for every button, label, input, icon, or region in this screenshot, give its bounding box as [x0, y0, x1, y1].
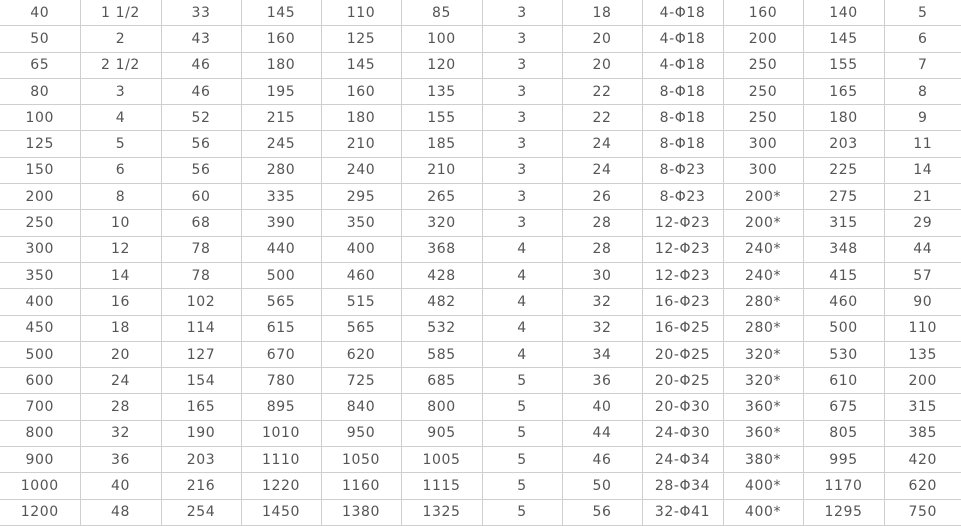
table-cell: 200	[884, 368, 961, 394]
table-cell: 1050	[321, 447, 401, 473]
table-cell: 400*	[723, 473, 803, 499]
table-cell: 265	[401, 184, 482, 210]
table-cell: 1450	[241, 499, 321, 525]
table-cell: 44	[562, 420, 642, 446]
table-cell: 368	[401, 236, 482, 262]
table-cell: 36	[562, 368, 642, 394]
table-cell: 225	[803, 157, 884, 183]
table-cell: 24-Φ34	[642, 447, 723, 473]
table-cell: 620	[321, 341, 401, 367]
table-cell: 22	[562, 78, 642, 104]
table-cell: 16-Φ25	[642, 315, 723, 341]
table-row	[0, 236, 961, 262]
table-cell: 200	[0, 184, 80, 210]
table-cell: 3	[482, 157, 562, 183]
table-cell: 240	[321, 157, 401, 183]
table-row	[0, 78, 961, 104]
table-cell: 1115	[401, 473, 482, 499]
table-cell: 125	[321, 26, 401, 52]
table-cell: 615	[241, 315, 321, 341]
table-cell: 4-Φ18	[642, 52, 723, 78]
table-cell: 895	[241, 394, 321, 420]
table-cell: 26	[562, 184, 642, 210]
table-cell: 280*	[723, 289, 803, 315]
table-row	[0, 131, 961, 157]
table-cell: 11	[884, 131, 961, 157]
table-cell: 8-Φ18	[642, 78, 723, 104]
table-cell: 750	[884, 499, 961, 525]
table-cell: 215	[241, 105, 321, 131]
table-cell: 300	[0, 236, 80, 262]
table-cell: 7	[884, 52, 961, 78]
table-cell: 5	[482, 420, 562, 446]
table-cell: 482	[401, 289, 482, 315]
table-cell: 350	[321, 210, 401, 236]
table-cell: 3	[482, 210, 562, 236]
table-cell: 44	[884, 236, 961, 262]
table-cell: 20-Φ25	[642, 368, 723, 394]
table-cell: 190	[161, 420, 241, 446]
table-cell: 165	[161, 394, 241, 420]
table-row	[0, 52, 961, 78]
table-cell: 5	[482, 368, 562, 394]
table-cell: 1110	[241, 447, 321, 473]
table-cell: 530	[803, 341, 884, 367]
table-cell: 50	[562, 473, 642, 499]
table-row	[0, 157, 961, 183]
table-cell: 18	[562, 0, 642, 26]
table-cell: 5	[80, 131, 161, 157]
table-cell: 155	[401, 105, 482, 131]
table-cell: 48	[80, 499, 161, 525]
table-cell: 110	[321, 0, 401, 26]
table-cell: 4	[482, 236, 562, 262]
table-cell: 28-Φ34	[642, 473, 723, 499]
table-cell: 120	[401, 52, 482, 78]
table-row	[0, 315, 961, 341]
table-row	[0, 262, 961, 288]
table-cell: 250	[0, 210, 80, 236]
table-cell: 203	[161, 447, 241, 473]
table-row	[0, 210, 961, 236]
table-cell: 5	[884, 0, 961, 26]
table-cell: 160	[723, 0, 803, 26]
table-cell: 1010	[241, 420, 321, 446]
table-cell: 78	[161, 236, 241, 262]
table-cell: 46	[161, 78, 241, 104]
table-cell: 565	[241, 289, 321, 315]
table-cell: 800	[401, 394, 482, 420]
table-cell: 320	[401, 210, 482, 236]
table-row	[0, 105, 961, 131]
table-cell: 670	[241, 341, 321, 367]
table-cell: 4	[482, 315, 562, 341]
table-cell: 1325	[401, 499, 482, 525]
table-cell: 135	[884, 341, 961, 367]
table-row	[0, 499, 961, 525]
table-cell: 20-Φ25	[642, 341, 723, 367]
table-cell: 532	[401, 315, 482, 341]
table-cell: 995	[803, 447, 884, 473]
table-cell: 360*	[723, 420, 803, 446]
table-cell: 50	[0, 26, 80, 52]
table-cell: 102	[161, 289, 241, 315]
table-cell: 1000	[0, 473, 80, 499]
table-cell: 46	[562, 447, 642, 473]
table-cell: 515	[321, 289, 401, 315]
table-cell: 348	[803, 236, 884, 262]
table-cell: 145	[803, 26, 884, 52]
table-cell: 565	[321, 315, 401, 341]
table-cell: 22	[562, 105, 642, 131]
table-cell: 90	[884, 289, 961, 315]
table-cell: 180	[241, 52, 321, 78]
table-cell: 4-Φ18	[642, 0, 723, 26]
table-cell: 280	[241, 157, 321, 183]
table-cell: 800	[0, 420, 80, 446]
table-cell: 3	[482, 26, 562, 52]
table-cell: 200*	[723, 210, 803, 236]
table-cell: 165	[803, 78, 884, 104]
table-cell: 8	[884, 78, 961, 104]
table-cell: 275	[803, 184, 884, 210]
table-row	[0, 341, 961, 367]
table-cell: 200*	[723, 184, 803, 210]
table-cell: 210	[321, 131, 401, 157]
table-cell: 180	[803, 105, 884, 131]
table-cell: 300	[723, 131, 803, 157]
table-cell: 500	[803, 315, 884, 341]
table-cell: 780	[241, 368, 321, 394]
table-cell: 3	[482, 184, 562, 210]
table-cell: 210	[401, 157, 482, 183]
table-cell: 1005	[401, 447, 482, 473]
table-cell: 56	[161, 131, 241, 157]
table-cell: 1200	[0, 499, 80, 525]
table-cell: 315	[803, 210, 884, 236]
table-cell: 320*	[723, 368, 803, 394]
table-cell: 32	[80, 420, 161, 446]
table-cell: 1295	[803, 499, 884, 525]
table-cell: 1 1/2	[80, 0, 161, 26]
table-cell: 155	[803, 52, 884, 78]
table-cell: 400	[321, 236, 401, 262]
table-cell: 68	[161, 210, 241, 236]
table-cell: 420	[884, 447, 961, 473]
table-cell: 1220	[241, 473, 321, 499]
table-cell: 46	[161, 52, 241, 78]
table-cell: 100	[401, 26, 482, 52]
table-cell: 610	[803, 368, 884, 394]
table-cell: 78	[161, 262, 241, 288]
table-cell: 150	[0, 157, 80, 183]
table-cell: 335	[241, 184, 321, 210]
table-cell: 2	[80, 26, 161, 52]
table-cell: 460	[803, 289, 884, 315]
table-cell: 250	[723, 105, 803, 131]
table-row	[0, 473, 961, 499]
table-cell: 140	[803, 0, 884, 26]
table-cell: 254	[161, 499, 241, 525]
table-cell: 40	[562, 394, 642, 420]
table-cell: 33	[161, 0, 241, 26]
table-cell: 240*	[723, 262, 803, 288]
table-cell: 8-Φ23	[642, 157, 723, 183]
table-cell: 32-Φ41	[642, 499, 723, 525]
table-row	[0, 184, 961, 210]
table-cell: 900	[0, 447, 80, 473]
table-cell: 8-Φ23	[642, 184, 723, 210]
table-cell: 2 1/2	[80, 52, 161, 78]
table-cell: 125	[0, 131, 80, 157]
table-cell: 20	[80, 341, 161, 367]
table-cell: 21	[884, 184, 961, 210]
table-cell: 28	[562, 236, 642, 262]
table-cell: 216	[161, 473, 241, 499]
table-cell: 4	[482, 289, 562, 315]
table-cell: 85	[401, 0, 482, 26]
table-cell: 905	[401, 420, 482, 446]
table-cell: 5	[482, 499, 562, 525]
table-cell: 3	[80, 78, 161, 104]
table-cell: 12-Φ23	[642, 236, 723, 262]
table-cell: 350	[0, 262, 80, 288]
table-cell: 57	[884, 262, 961, 288]
table-cell: 145	[241, 0, 321, 26]
table-cell: 12-Φ23	[642, 210, 723, 236]
table-cell: 428	[401, 262, 482, 288]
table-cell: 6	[884, 26, 961, 52]
table-cell: 675	[803, 394, 884, 420]
table-cell: 3	[482, 78, 562, 104]
table-row	[0, 368, 961, 394]
table-cell: 460	[321, 262, 401, 288]
table-cell: 16	[80, 289, 161, 315]
table-cell: 65	[0, 52, 80, 78]
table-cell: 360*	[723, 394, 803, 420]
table-cell: 620	[884, 473, 961, 499]
table-cell: 185	[401, 131, 482, 157]
table-cell: 5	[482, 447, 562, 473]
table-cell: 32	[562, 315, 642, 341]
table-cell: 295	[321, 184, 401, 210]
table-cell: 20-Φ30	[642, 394, 723, 420]
table-row	[0, 420, 961, 446]
table-cell: 840	[321, 394, 401, 420]
table-cell: 200	[723, 26, 803, 52]
table-cell: 30	[562, 262, 642, 288]
table-cell: 685	[401, 368, 482, 394]
table-cell: 300	[723, 157, 803, 183]
table-cell: 3	[482, 52, 562, 78]
table-cell: 500	[0, 341, 80, 367]
table-cell: 32	[562, 289, 642, 315]
table-cell: 16-Φ23	[642, 289, 723, 315]
table-cell: 440	[241, 236, 321, 262]
table-cell: 28	[80, 394, 161, 420]
table-cell: 4	[80, 105, 161, 131]
table-cell: 28	[562, 210, 642, 236]
table-cell: 36	[80, 447, 161, 473]
table-cell: 8-Φ18	[642, 105, 723, 131]
table-cell: 40	[0, 0, 80, 26]
table-row	[0, 26, 961, 52]
table-cell: 60	[161, 184, 241, 210]
table-cell: 725	[321, 368, 401, 394]
table-cell: 24-Φ30	[642, 420, 723, 446]
table-cell: 14	[80, 262, 161, 288]
table-cell: 135	[401, 78, 482, 104]
table-cell: 145	[321, 52, 401, 78]
table-cell: 600	[0, 368, 80, 394]
table-cell: 114	[161, 315, 241, 341]
table-cell: 700	[0, 394, 80, 420]
table-cell: 9	[884, 105, 961, 131]
table-cell: 80	[0, 78, 80, 104]
table-cell: 160	[321, 78, 401, 104]
table-cell: 1170	[803, 473, 884, 499]
table-cell: 5	[482, 394, 562, 420]
table-cell: 6	[80, 157, 161, 183]
table-cell: 56	[562, 499, 642, 525]
table-cell: 20	[562, 52, 642, 78]
table-cell: 40	[80, 473, 161, 499]
table-cell: 315	[884, 394, 961, 420]
table-cell: 12-Φ23	[642, 262, 723, 288]
table-row	[0, 447, 961, 473]
table-cell: 100	[0, 105, 80, 131]
table-cell: 1160	[321, 473, 401, 499]
table-cell: 1380	[321, 499, 401, 525]
table-cell: 160	[241, 26, 321, 52]
table-cell: 18	[80, 315, 161, 341]
table-cell: 5	[482, 473, 562, 499]
table-cell: 390	[241, 210, 321, 236]
table-cell: 380*	[723, 447, 803, 473]
table-cell: 250	[723, 52, 803, 78]
table-cell: 195	[241, 78, 321, 104]
table-cell: 400	[0, 289, 80, 315]
table-cell: 4-Φ18	[642, 26, 723, 52]
table-cell: 585	[401, 341, 482, 367]
table-cell: 24	[562, 131, 642, 157]
table-cell: 280*	[723, 315, 803, 341]
table-cell: 10	[80, 210, 161, 236]
table-cell: 3	[482, 105, 562, 131]
table-cell: 180	[321, 105, 401, 131]
table-cell: 4	[482, 341, 562, 367]
table-cell: 3	[482, 131, 562, 157]
table-cell: 110	[884, 315, 961, 341]
table-cell: 43	[161, 26, 241, 52]
table-cell: 12	[80, 236, 161, 262]
table-cell: 14	[884, 157, 961, 183]
table-cell: 20	[562, 26, 642, 52]
table-cell: 203	[803, 131, 884, 157]
table-cell: 385	[884, 420, 961, 446]
table-cell: 52	[161, 105, 241, 131]
table-cell: 400*	[723, 499, 803, 525]
table-cell: 8	[80, 184, 161, 210]
table-cell: 245	[241, 131, 321, 157]
table-cell: 950	[321, 420, 401, 446]
table-cell: 24	[80, 368, 161, 394]
table-cell: 29	[884, 210, 961, 236]
table-cell: 240*	[723, 236, 803, 262]
table-cell: 154	[161, 368, 241, 394]
table-cell: 8-Φ18	[642, 131, 723, 157]
table-cell: 250	[723, 78, 803, 104]
table-cell: 415	[803, 262, 884, 288]
table-cell: 4	[482, 262, 562, 288]
table-cell: 3	[482, 0, 562, 26]
table-cell: 24	[562, 157, 642, 183]
table-cell: 450	[0, 315, 80, 341]
table-cell: 127	[161, 341, 241, 367]
table-row	[0, 394, 961, 420]
table-row	[0, 0, 961, 26]
table-cell: 34	[562, 341, 642, 367]
table-cell: 805	[803, 420, 884, 446]
table-row	[0, 289, 961, 315]
table-cell: 56	[161, 157, 241, 183]
table-cell: 320*	[723, 341, 803, 367]
table-cell: 500	[241, 262, 321, 288]
